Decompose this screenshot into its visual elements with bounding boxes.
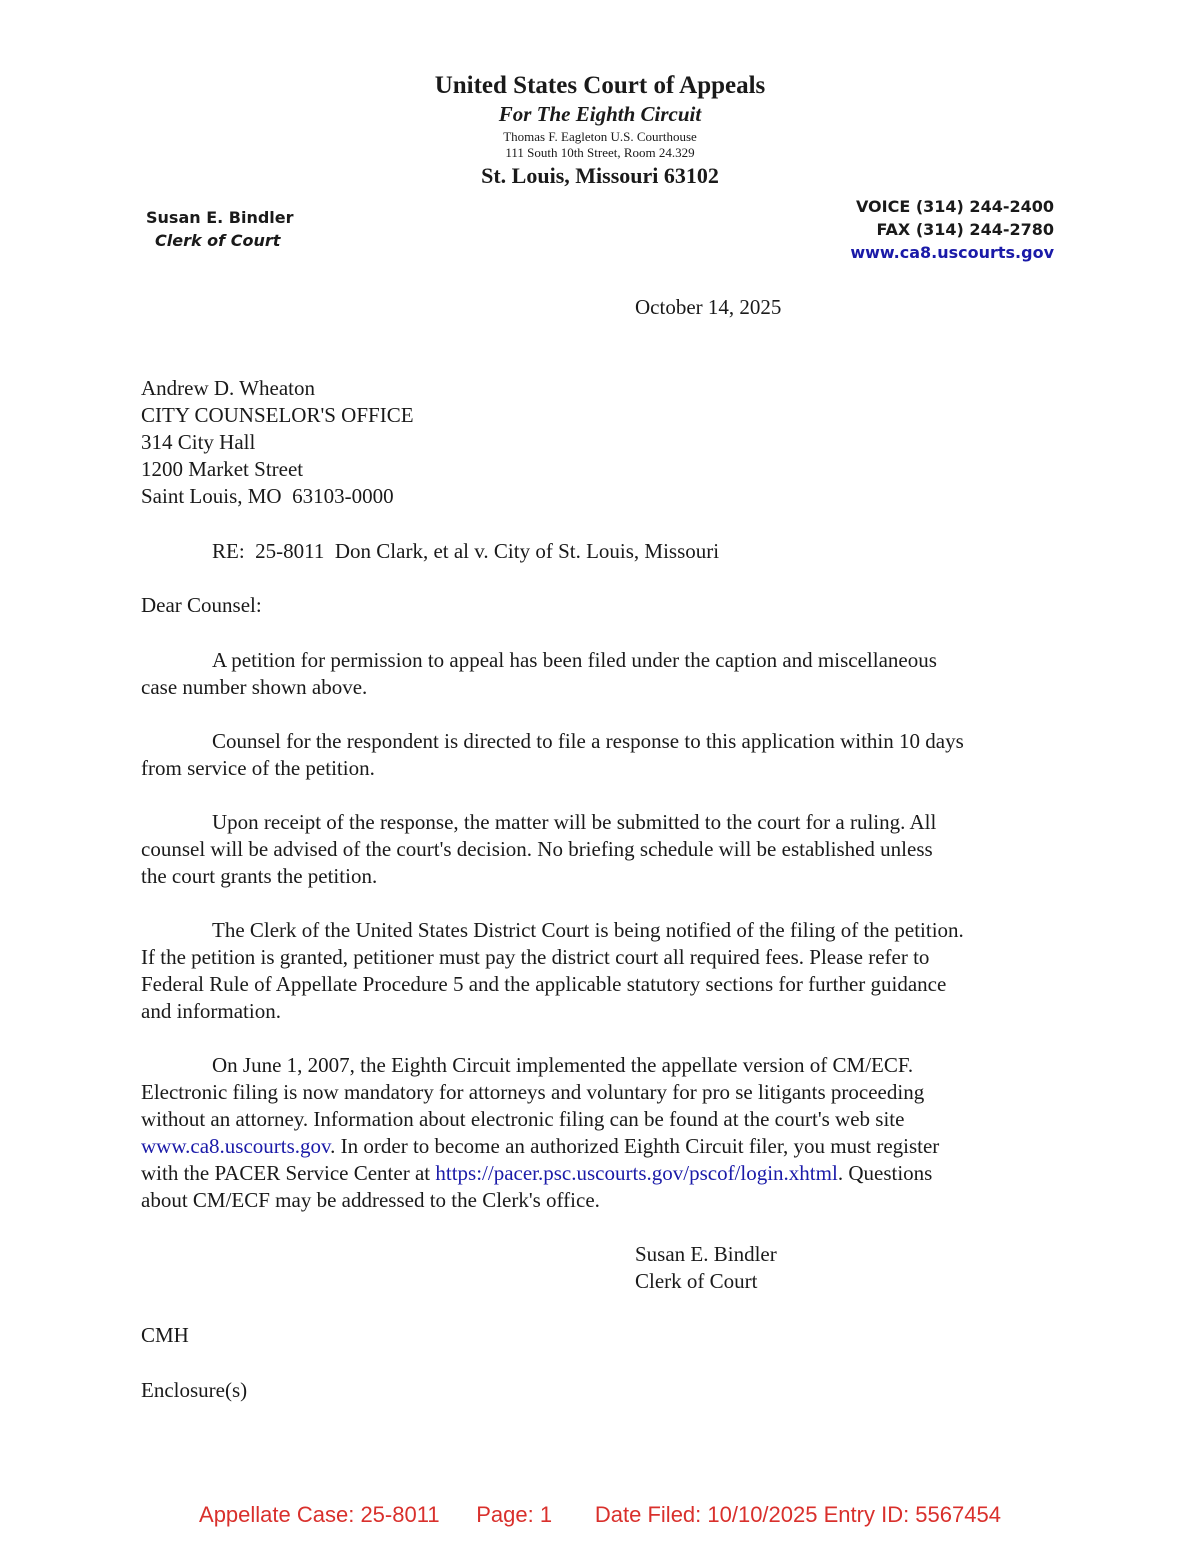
recipient-name: Andrew D. Wheaton <box>141 376 315 400</box>
paragraph-line: the court grants the petition. <box>141 864 378 888</box>
paragraph-line: Electronic filing is now mandatory for attorneys and voluntary for pro se litigants proceeding <box>141 1080 925 1104</box>
recipient-office: CITY COUNSELOR'S OFFICE <box>141 403 414 427</box>
paragraph-line: and information. <box>141 999 281 1023</box>
recipient-line2: 1200 Market Street <box>141 457 304 481</box>
paragraph-line: case number shown above. <box>141 675 368 699</box>
paragraph-line <box>141 1160 1061 1187</box>
footer-entry-id: Entry ID: 5567454 <box>823 1502 1001 1527</box>
footer-case: Appellate Case: 25-8011 <box>199 1502 440 1527</box>
enclosure-note: Enclosure(s) <box>141 1378 248 1402</box>
contact-block <box>850 195 1054 264</box>
recipient-line1: 314 City Hall <box>141 430 256 454</box>
paragraph-line: about CM/ECF may be addressed to the Clerk's office. <box>141 1188 600 1212</box>
paragraph-1 <box>141 647 1061 701</box>
signature-title: Clerk of Court <box>635 1269 758 1293</box>
paragraph-3 <box>141 809 1061 890</box>
paragraph-line: The Clerk of the United States District Court is being notified of the filing of the petition. <box>212 918 964 942</box>
paragraph-5 <box>141 1052 1061 1214</box>
paragraph-line: counsel will be advised of the court's decision. No briefing schedule will be established unless <box>141 837 933 861</box>
clerk-block <box>146 206 294 252</box>
paragraph-line: Upon receipt of the response, the matter will be submitted to the court for a ruling. All <box>212 810 937 834</box>
courthouse-name: Thomas F. Eagleton U.S. Courthouse <box>503 129 697 144</box>
paragraph-line: Federal Rule of Appellate Procedure 5 and the applicable statutory sections for further guidance <box>141 972 947 996</box>
salutation: Dear Counsel: <box>141 593 262 617</box>
circuit-name: For The Eighth Circuit <box>498 102 702 126</box>
clerk-name: Susan E. Bindler <box>146 208 294 227</box>
signature-block <box>635 1241 777 1295</box>
paragraph-line: A petition for permission to appeal has been filed under the caption and miscellaneous <box>212 648 937 672</box>
courthouse-street: 111 South 10th Street, Room 24.329 <box>505 145 695 160</box>
clerk-title: Clerk of Court <box>155 231 281 250</box>
typist-initials: CMH <box>141 1323 189 1347</box>
pacer-login-link[interactable]: https://pacer.psc.uscourts.gov/pscof/login.xhtml <box>435 1161 838 1185</box>
letter-date: October 14, 2025 <box>635 295 782 319</box>
recipient-address <box>141 375 414 510</box>
paragraph-4 <box>141 917 1061 1025</box>
court-title: United States Court of Appeals <box>434 72 766 99</box>
voice-number: VOICE (314) 244-2400 <box>855 197 1054 216</box>
paragraph-line: If the petition is granted, petitioner must pay the district court all required fees. Please refer to <box>141 945 930 969</box>
paragraph-line: without an attorney. Information about electronic filing can be found at the court's web site <box>141 1107 905 1131</box>
paragraph-line: Counsel for the respondent is directed to file a response to this application within 10 days <box>212 729 964 753</box>
footer-page: Page: 1 <box>476 1502 553 1527</box>
paragraph-text: . Questions <box>837 1161 933 1185</box>
paragraph-line: On June 1, 2007, the Eighth Circuit implemented the appellate version of CM/ECF. <box>212 1053 914 1077</box>
courthouse-city: St. Louis, Missouri 63102 <box>481 163 719 188</box>
website-link[interactable]: www.ca8.uscourts.gov <box>850 243 1054 262</box>
court-website-link[interactable]: www.ca8.uscourts.gov <box>141 1134 331 1158</box>
fax-number: FAX (314) 244-2780 <box>876 220 1054 239</box>
recipient-city: Saint Louis, MO 63103-0000 <box>141 484 394 508</box>
paragraph-2 <box>141 728 1061 782</box>
re-line: RE: 25-8011 Don Clark, et al v. City of St. Louis, Missouri <box>212 539 720 563</box>
paragraph-line: from service of the petition. <box>141 756 375 780</box>
paragraph-text: with the PACER Service Center at <box>141 1161 436 1185</box>
filing-stamp <box>0 1502 1200 1528</box>
signature-name: Susan E. Bindler <box>635 1242 777 1266</box>
paragraph-text: . In order to become an authorized Eighth Circuit filer, you must register <box>330 1134 940 1158</box>
paragraph-line <box>141 1133 1061 1160</box>
footer-date-filed: Date Filed: 10/10/2025 <box>594 1502 818 1527</box>
